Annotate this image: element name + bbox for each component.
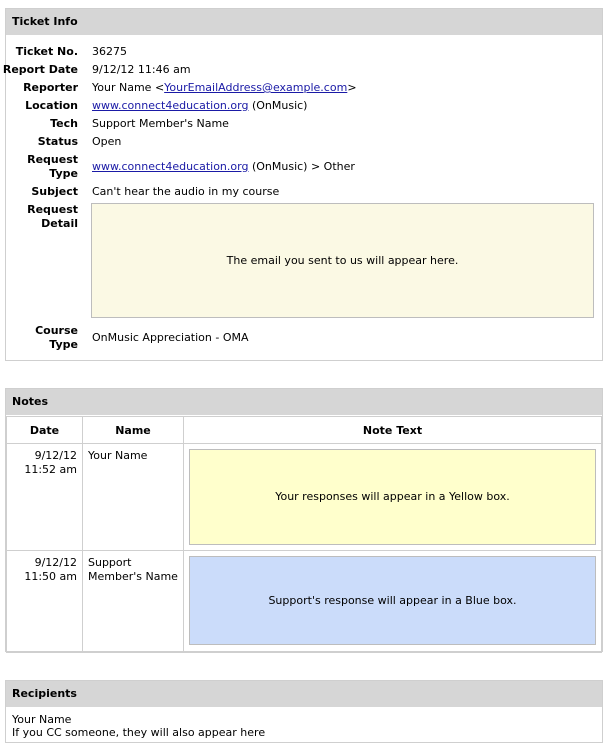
request-detail-label-line1: Request [27, 203, 78, 216]
reporter-label: Reporter [23, 81, 78, 94]
location-suffix: (OnMusic) [251, 99, 308, 112]
ticket-info-panel [2, 8, 603, 361]
ticket-no-label: Ticket No. [15, 45, 78, 58]
reporter-name: Your Name [92, 81, 152, 94]
tech-label: Tech [50, 117, 78, 130]
note-box-blue [189, 556, 596, 645]
request-type-label-line1: Request [27, 153, 78, 166]
course-type-label-line2: Type [49, 338, 78, 351]
request-detail-label [0, 203, 78, 231]
subject-value: Can't hear the audio in my course [92, 185, 280, 198]
request-type-label-line2: Type [49, 167, 78, 180]
course-type-value: OnMusic Appreciation - OMA [92, 331, 249, 344]
location-link[interactable]: www.connect4education.org [92, 99, 249, 112]
note-date-day: 9/12/12 [34, 556, 77, 569]
note-date-time: 11:52 am [24, 463, 77, 476]
reporter-email-open: < [154, 81, 165, 94]
reporter-value [92, 81, 357, 95]
recipient-cc-note: If you CC someone, they will also appear here [12, 726, 266, 739]
recipient-item: Your Name [12, 713, 72, 726]
notes-header: Notes [6, 389, 602, 415]
location-value [92, 99, 307, 113]
column-header-note-text: Note Text [184, 417, 602, 444]
note-author: Support Member's Name [83, 551, 184, 653]
request-type-link[interactable]: www.connect4education.org [92, 160, 249, 173]
recipients-list [6, 707, 602, 745]
course-type-label [0, 324, 78, 352]
column-header-date: Date [7, 417, 83, 444]
note-date [7, 444, 83, 551]
reporter-email-link[interactable]: YourEmailAddress@example.com [164, 81, 348, 94]
note-date-time: 11:50 am [24, 570, 77, 583]
notes-header-row [7, 417, 602, 444]
request-type-label [0, 153, 78, 181]
request-type-value [92, 160, 355, 174]
request-detail-box [91, 203, 594, 318]
location-label: Location [25, 99, 78, 112]
notes-table [6, 416, 602, 653]
note-author: Your Name [83, 444, 184, 551]
reporter-email-close: > [347, 81, 357, 94]
tech-value: Support Member's Name [92, 117, 229, 130]
request-detail-label-line2: Detail [41, 217, 78, 230]
report-date-value: 9/12/12 11:46 am [92, 63, 191, 76]
column-header-name: Name [83, 417, 184, 444]
note-text-cell [184, 444, 602, 551]
status-label: Status [37, 135, 78, 148]
request-type-suffix: (OnMusic) > Other [251, 160, 355, 173]
request-detail-text: The email you sent to us will appear here. [226, 254, 459, 267]
report-date-label: Report Date [2, 63, 78, 76]
note-date [7, 551, 83, 653]
note-box-yellow [189, 449, 596, 545]
note-text-cell [184, 551, 602, 653]
course-type-label-line1: Course [35, 324, 78, 337]
note-date-day: 9/12/12 [34, 449, 77, 462]
note-text: Support's response will appear in a Blue box. [268, 593, 517, 607]
ticket-info-header: Ticket Info [6, 9, 602, 35]
recipients-header: Recipients [6, 681, 602, 707]
recipients-panel [5, 680, 603, 743]
notes-panel [5, 388, 603, 652]
table-row [7, 551, 602, 653]
table-row [7, 444, 602, 551]
ticket-no-value: 36275 [92, 45, 127, 58]
subject-label: Subject [31, 185, 78, 198]
note-text: Your responses will appear in a Yellow box. [275, 490, 510, 503]
status-value: Open [92, 135, 122, 148]
